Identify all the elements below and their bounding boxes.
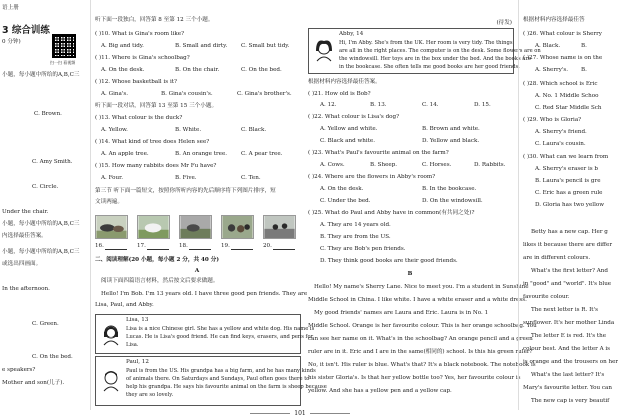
reading-section-title: 二、阅读理解(20 小题，每小题 2 分，共 40 分) <box>95 257 219 263</box>
far-line: What's the first letter? And <box>531 268 608 274</box>
option: B. Five. <box>175 175 197 181</box>
paul-line: Paul is from the US. His grandpa has a big farm, and he has many kinds <box>126 368 316 374</box>
option: C. Under the bed. <box>320 198 371 204</box>
answer-blank-16[interactable]: 16. <box>95 243 104 249</box>
section-3-intro: 第三节 听下面一篇短文，按照你所听内容的先后顺序将下列图片排序，短 <box>95 188 276 194</box>
option: C. Ten. <box>241 175 261 181</box>
option: A. On the desk. <box>320 186 364 192</box>
abby-profile-box <box>308 28 541 74</box>
lisa-line: Lucas. He is Lisa's good friend. He can find keys, erasers, and pens for <box>126 334 314 340</box>
answer-blank-18[interactable]: 18. <box>179 243 188 249</box>
abby-line: Hi, I'm Abby. She's from the UK. Her room is very tidy. The things <box>339 40 513 46</box>
far-line: B. <box>581 67 587 73</box>
picture-dog <box>179 215 212 239</box>
left-line: 小题，每小题中所给的A,B,C三 <box>2 221 80 227</box>
option: A. 12. <box>320 102 337 108</box>
far-line: ( )30. What can we learn from <box>523 154 609 160</box>
qr-code-icon[interactable] <box>52 34 76 58</box>
answer-blank-20[interactable]: 20. <box>263 243 272 249</box>
question-23: ( )23. What's Paul's favourite animal on the farm? <box>308 150 449 156</box>
far-line: ( )28. Which school is Eric <box>523 81 598 87</box>
question-15: ( )15. How many rabbits does Mr Fu have? <box>95 163 217 169</box>
option: D. 15. <box>474 102 491 108</box>
far-line: Betty has a new cap. Her g <box>531 229 608 235</box>
left-line: e speakers? <box>2 367 36 373</box>
paul-avatar-icon <box>100 369 122 391</box>
blank-line <box>189 249 211 250</box>
left-line: 内选择最佳答案。 <box>2 233 47 239</box>
section-3-intro-2: 文读两遍。 <box>95 199 123 205</box>
option: B. Small and dirty. <box>175 43 228 49</box>
option: C. They are Bob's pen friends. <box>320 246 406 252</box>
far-line: A. Black. <box>535 43 561 49</box>
abby-line: the windowsill. Her toys are in the box under the bed. And the books are <box>339 56 531 62</box>
far-line: ( )27. Whose name is on the <box>523 55 603 61</box>
listening-intro-2: 听下面一段对话，回答第 13 至第 15 三个小题。 <box>95 103 218 109</box>
question-21: ( )21. How old is Bob? <box>308 91 371 97</box>
left-line: C. Green. <box>32 321 59 327</box>
left-line: In the afternoon. <box>2 286 50 292</box>
far-line: Mary's favourite letter. You can <box>523 385 612 391</box>
option: A. Big and tidy. <box>101 43 144 49</box>
paul-line: they are so lovely. <box>126 392 174 398</box>
left-line: 或选出四画面。 <box>2 261 42 267</box>
far-line: B. <box>581 43 587 49</box>
passage-b-line: My good friends' names are Laura and Eric. Laura is in No. 1 <box>314 310 489 316</box>
far-line: sunflower. It's her mother Linda <box>523 320 615 326</box>
far-line: C. Eric has a green rule <box>535 190 603 196</box>
option: C. 14. <box>422 102 439 108</box>
passage-b-line: Middle School in China. I like white. I have a white eraser and a white dress. <box>308 297 527 303</box>
far-line: The next letter is R. It's <box>531 307 598 313</box>
far-line: C. Laura's cousin. <box>535 141 586 147</box>
section-title: 3 综合训练 <box>2 25 50 36</box>
far-line: A. Sherry's. <box>535 67 569 73</box>
option: B. In the bookcase. <box>422 186 477 192</box>
far-line: in "good" and "world". It's blue <box>523 281 612 287</box>
option: A. An apple tree. <box>101 151 149 157</box>
far-line: colour best. And the letter A is <box>523 346 611 352</box>
middle-column <box>90 0 327 410</box>
far-line: C. Red Star Middle Sch <box>535 105 602 111</box>
option: B. White. <box>175 127 202 133</box>
blank-line <box>105 249 127 250</box>
abby-line: in the bookcase. She often tells me good books are her good friends. <box>339 64 520 70</box>
option: C. Black. <box>241 127 267 133</box>
passage-b-label: B <box>407 271 413 277</box>
passage-b-line: yellow. And she has a yellow pen and a yellow cap. <box>308 388 452 394</box>
far-line: ( )26. What colour is Sherry <box>523 31 602 37</box>
question-11: ( )11. Where is Gina's schoolbag? <box>95 55 190 61</box>
far-line: are in different colours. <box>523 255 591 261</box>
option: B. Gina's cousin's. <box>161 91 213 97</box>
far-line: A. No. 1 Middle Schoo <box>535 93 599 99</box>
instruction: 根据材料内容选择最佳答案。 <box>308 79 381 85</box>
paul-line: of animals there. On Saturdays and Sundays, Paul often goes there to <box>126 376 310 382</box>
far-line: favourite colour. <box>523 294 570 300</box>
time-limit: 0 分钟) <box>2 39 21 45</box>
listening-intro: 听下面一段独白，回答第 8 至第 12 三个小题。 <box>95 17 214 23</box>
book-header: 语上册 <box>2 5 19 11</box>
paul-profile-box <box>95 356 327 406</box>
passage-a-label: A <box>194 268 200 274</box>
far-line: B. Laura's pencil is gre <box>535 178 601 184</box>
page-tag: (待发) <box>496 20 512 26</box>
lisa-avatar-icon <box>100 323 122 345</box>
option: B. Sheep. <box>370 162 398 168</box>
option: D. They think good books are their good friends. <box>320 258 458 264</box>
passage-b-line: Middle School. Orange is her favourite colour. This is her orange schoolbag. You <box>308 323 537 329</box>
far-line: The letter E is red. It's the <box>531 333 607 339</box>
far-line: What's the last letter? It's <box>531 372 605 378</box>
left-column <box>0 0 88 410</box>
left-line: C. Circle. <box>32 184 59 190</box>
lisa-profile-box <box>95 314 315 354</box>
passage-a-intro: 阅读下面四篇语言材料，然后按文后要求做题。 <box>101 278 219 284</box>
passage-b-line: can see her name on it. What's in the schoolbag? An orange pencil and a green <box>308 336 533 342</box>
option: A. On the desk. <box>101 67 145 73</box>
qr-label: 扫一扫 看视频 <box>50 60 76 65</box>
left-line: C. Amy Smith. <box>32 159 73 165</box>
abby-avatar-icon <box>313 39 335 61</box>
question-25: ( )25. What do Paul and Abby have in common(有共同之处)? <box>308 210 475 216</box>
question-22: ( )22. What colour is Lisa's dog? <box>308 114 400 120</box>
option: D. Rabbits. <box>474 162 506 168</box>
lisa-line: Lisa is a nice Chinese girl. She has a yellow and white dog. His name is <box>126 326 315 332</box>
page-number: 101 <box>230 410 370 417</box>
blank-line <box>273 249 295 250</box>
answer-blank-17[interactable]: 17. <box>137 243 146 249</box>
question-12: ( )12. Whose basketball is it? <box>95 79 177 85</box>
option: B. 13. <box>370 102 387 108</box>
answer-blank-19[interactable]: 19. <box>221 243 230 249</box>
left-line: Under the chair. <box>2 209 49 215</box>
far-line: The new cap is very beautif <box>531 398 610 404</box>
passage-b-line: ruler are in it. Eric and I are in the same(相同的) school. Is this his green ruler? <box>308 349 533 355</box>
passage-a-line: Lisa, Paul, and Abby. <box>95 302 154 308</box>
far-line: A. Sherry's friend. <box>535 129 587 135</box>
left-line: 小题，每小题中所给的A,B,C三 <box>2 72 80 78</box>
lisa-name: Lisa, 13 <box>126 317 149 323</box>
option: A. They are 14 years old. <box>320 222 391 228</box>
question-24: ( )24. Where are the flowers in Abby's room? <box>308 174 436 180</box>
question-13: ( )13. What colour is the duck? <box>95 115 183 121</box>
option: C. A pear tree. <box>241 151 283 157</box>
option: B. An orange tree. <box>175 151 228 157</box>
right-column <box>304 0 541 410</box>
option: A. Cows. <box>320 162 345 168</box>
far-line: is orange and the trousers on her <box>523 359 618 365</box>
far-line: likes it because there are differ <box>523 242 613 248</box>
picture-cows <box>95 215 128 239</box>
blank-line <box>147 249 169 250</box>
option: C. Gina's brother's. <box>237 91 292 97</box>
picture-sheep <box>137 215 170 239</box>
paul-line: help his grandpa. He says his favourite animal on the farm is sheep because <box>126 384 327 390</box>
option: A. Yellow and white. <box>320 126 378 132</box>
option: C. Horses. <box>422 162 452 168</box>
option: D. On the windowsill. <box>422 198 483 204</box>
left-line: C. Brown. <box>34 111 62 117</box>
far-line: ( )29. Who is Gloria? <box>523 117 582 123</box>
left-line: C. On the bed. <box>32 354 73 360</box>
abby-line: are all in the right places. The computer is on the desk. Some flowers are on <box>339 48 541 54</box>
option: A. Yellow. <box>101 127 128 133</box>
option: B. On the chair. <box>175 67 220 73</box>
option: C. On the bed. <box>241 67 282 73</box>
option: A. Four. <box>101 175 123 181</box>
picture-birds <box>263 215 296 239</box>
option: D. Yellow and black. <box>422 138 480 144</box>
option: A. Gina's. <box>101 91 128 97</box>
blank-line <box>231 249 253 250</box>
option: B. They are from the US. <box>320 234 391 240</box>
option: C. Small but tidy. <box>241 43 290 49</box>
question-14: ( )14. What kind of tree does Helen see? <box>95 139 210 145</box>
far-line: D. Gloria has two yellow <box>535 202 605 208</box>
passage-b-line: his sister Gloria's. Is that her yellow bottle too? Yes, her favourite colour is <box>308 375 521 381</box>
passage-b-line: No, it isn't. His ruler is blue. What's that? It's a black notebook. The notebook is <box>308 362 536 368</box>
far-line: A. Sherry's eraser is b <box>535 166 599 172</box>
option: C. Black and white. <box>320 138 375 144</box>
left-line: 小题，每小题中所给的A,B,C三 <box>2 249 80 255</box>
question-10: ( )10. What is Gina's room like? <box>95 31 185 37</box>
abby-name: Abby, 14 <box>339 31 364 37</box>
lisa-line: Lisa. <box>126 342 139 348</box>
picture-chickens <box>221 215 254 239</box>
left-line: Mother and son(儿子). <box>2 380 65 386</box>
far-right-column <box>518 0 618 410</box>
passage-b-line: Hello! My name's Sherry Lane. Nice to meet you. I'm a student in Sunshine <box>314 284 529 290</box>
option: B. Brown and white. <box>422 126 480 132</box>
far-top: 根据材料内容选择最佳答 <box>523 17 585 23</box>
paul-name: Paul, 12 <box>126 359 149 365</box>
passage-a-line: Hello! I'm Bob. I'm 13 years old. I have three good pen friends. They are <box>101 291 308 297</box>
